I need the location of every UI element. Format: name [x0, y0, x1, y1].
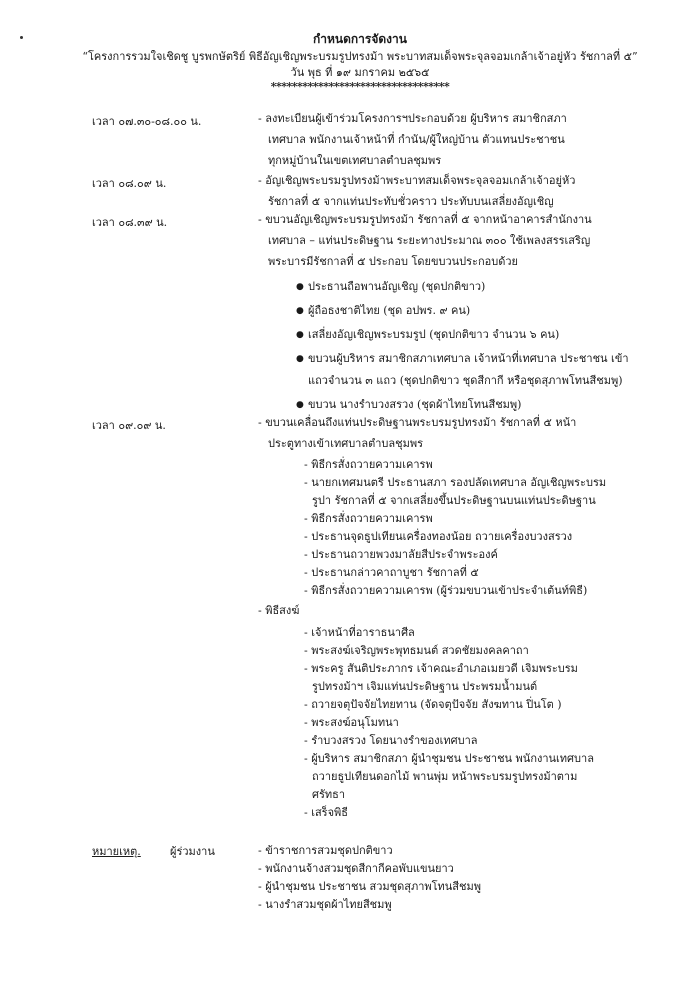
step-line: - พิธีกรสั่งถวายความเคารพ	[304, 458, 433, 471]
item-line: เทศบาล – แท่นประดิษฐาน ระยะทางประมาณ ๓๐๐ ใช้เพลงสรรเสริญ	[268, 234, 591, 247]
rite-line: - เจ้าหน้าที่อาราธนาศีล	[304, 626, 415, 639]
bullet-icon: ●	[296, 354, 304, 364]
procession-bullet	[296, 276, 486, 298]
procession-bullet	[296, 348, 629, 392]
rite-line: - รำบวงสรวง โดยนางรำของเทศบาล	[304, 734, 478, 747]
schedule-time: เวลา ๐๘.๐๙ น.	[92, 177, 167, 190]
item-line: - ลงทะเบียนผู้เข้าร่วมโครงการฯประกอบด้วย ผู้บริหาร สมาชิกสภา	[258, 112, 567, 125]
note-item: - ข้าราชการสวมชุดปกติขาว	[258, 844, 393, 857]
item-line: ทุกหมู่บ้านในเขตเทศบาลตำบลชุมพร	[268, 154, 442, 167]
star-divider: **********************************	[270, 80, 450, 93]
schedule-time: เวลา ๐๘.๓๙ น.	[92, 216, 168, 229]
procession-bullet	[296, 300, 471, 322]
item-line: ประตูทางเข้าเทศบาลตำบลชุมพร	[268, 437, 424, 450]
bullet-text: ขบวนผู้บริหาร สมาชิกสภาเทศบาล เจ้าหน้าที่เทศบาล ประชาชน เข้า	[308, 352, 629, 365]
bullet-icon: ●	[296, 282, 304, 292]
ceremony-steps	[304, 456, 606, 600]
schedule-item	[258, 412, 678, 454]
schedule-time: เวลา ๐๗.๓๐-๐๘.๐๐ น.	[92, 115, 202, 128]
rite-line: รูปทรงม้าฯ เจิมแท่นประดิษฐาน ประพรมน้ำมนต์	[312, 680, 538, 693]
note-label: หมายเหตุ.	[92, 845, 141, 858]
rite-steps	[304, 624, 594, 822]
step-line: - พิธีกรสั่งถวายความเคารพ (ผู้ร่วมขบวนเข้าประจำเต้นท์พิธี)	[304, 584, 588, 597]
item-line: - ขบวนเคลื่อนถึงแท่นประดิษฐานพระบรมรูปทรงม้า รัชกาลที่ ๕ หน้า	[258, 416, 577, 429]
rite-line: - ผู้บริหาร สมาชิกสภา ผู้นำชุมชน ประชาชน พนักงานเทศบาล	[304, 752, 594, 765]
bullet-text-cont: แถวจำนวน ๓ แถว (ชุดปกติขาว ชุดสีกากี หรือชุดสุภาพโทนสีชมพู)	[308, 374, 623, 387]
note-list	[258, 842, 481, 914]
rite-line: - พระสงฆ์เจริญพระพุทธมนต์ สวดชัยมงคลคาถา	[304, 644, 529, 657]
speck-mark	[20, 36, 23, 39]
rite-line: ศรัทธา	[312, 788, 346, 801]
note-item: - พนักงานจ้างสวมชุดสีกากีคอพับแขนยาว	[258, 862, 454, 875]
item-line: - ขบวนอัญเชิญพระบรมรูปทรงม้า รัชกาลที่ ๕ จากหน้าอาคารสำนักงาน	[258, 213, 592, 226]
step-line: - พิธีกรสั่งถวายความเคารพ	[304, 512, 433, 525]
item-line: รัชกาลที่ ๕ จากแท่นประทับชั่วคราว ประทับบนเสลี่ยงอัญเชิญ	[268, 195, 554, 208]
rite-line: ถวายธูปเทียนดอกไม้ พานพุ่ม หน้าพระบรมรูปทรงม้าตาม	[312, 770, 578, 783]
schedule-time: เวลา ๐๙.๐๙ น.	[92, 419, 166, 432]
rite-line: - เสร็จพิธี	[304, 806, 349, 819]
step-line: รูปา รัชกาลที่ ๕ จากเสลี่ยงขึ้นประดิษฐานบนแท่นประดิษฐาน	[312, 494, 596, 507]
event-date: วัน พุธ ที่ ๑๙ มกราคม ๒๕๖๕	[290, 66, 430, 79]
schedule-item	[258, 209, 678, 272]
rite-line: - ถวายจตุปัจจัยไทยทาน (จัดจตุปัจจัย สังฆทาน ปิ่นโต )	[304, 698, 562, 711]
schedule-item	[258, 108, 678, 171]
step-line: - ประธานจุดธูปเทียนเครื่องทองน้อย ถวายเครื่องบวงสรวง	[304, 530, 573, 543]
note-subject: ผู้ร่วมงาน	[170, 845, 215, 858]
item-line: - อัญเชิญพระบรมรูปทรงม้าพระบาทสมเด็จพระจุลจอมเกล้าเจ้าอยู่หัว	[258, 174, 576, 187]
document-header	[60, 30, 660, 93]
note-item: - ผู้นำชุมชน ประชาชน สวมชุดสุภาพโทนสีชมพู	[258, 880, 481, 893]
bullet-icon: ●	[296, 306, 304, 316]
rite-line: - พระครู สันติประภากร เจ้าคณะอำเภอเมยวดี เจิมพระบรม	[304, 662, 578, 675]
bullet-icon: ●	[296, 330, 304, 340]
step-line: - ประธานกล่าวคาถาบูชา รัชกาลที่ ๕	[304, 566, 479, 579]
step-line: - ประธานถวายพวงมาลัยสีประจำพระองค์	[304, 548, 498, 561]
project-title: “โครงการรวมใจเชิดชู บูรพกษัตริย์ พิธีอัญเชิญพระบรมรูปทรงม้า พระบาทสมเด็จพระจุลจอมเกล้าเจ้าอยู่หัว รัชกาลที่ ๕”	[82, 50, 638, 63]
bullet-text: ผู้ถือธงชาติไทย (ชุด อปพร. ๙ คน)	[308, 304, 471, 317]
item-line: พระบารมีรัชกาลที่ ๕ ประกอบ โดยขบวนประกอบด้วย	[268, 255, 518, 268]
step-line: - นายกเทศมนตรี ประธานสภา รองปลัดเทศบาล อัญเชิญพระบรม	[304, 476, 607, 489]
procession-bullet	[296, 324, 560, 346]
rite-heading-text: - พิธีสงฆ์	[258, 604, 300, 617]
bullet-text: ประธานถือพานอัญเชิญ (ชุดปกติขาว)	[308, 280, 486, 293]
rite-heading	[258, 600, 678, 621]
schedule-item	[258, 170, 678, 212]
note-item: - นางรำสวมชุดผ้าไทยสีชมพู	[258, 898, 392, 911]
rite-line: - พระสงฆ์อนุโมทนา	[304, 716, 399, 729]
document-title: กำหนดการจัดงาน	[313, 32, 407, 46]
bullet-text: ขบวน นางรำบวงสรวง (ชุดผ้าไทยโทนสีชมพู)	[308, 398, 522, 411]
bullet-text: เสลี่ยงอัญเชิญพระบรมรูป (ชุดปกติขาว จำนวน ๖ คน)	[308, 328, 560, 341]
item-line: เทศบาล พนักงานเจ้าหน้าที่ กำนัน/ผู้ใหญ่บ้าน ตัวแทนประชาชน	[268, 133, 565, 146]
bullet-icon: ●	[296, 400, 304, 410]
